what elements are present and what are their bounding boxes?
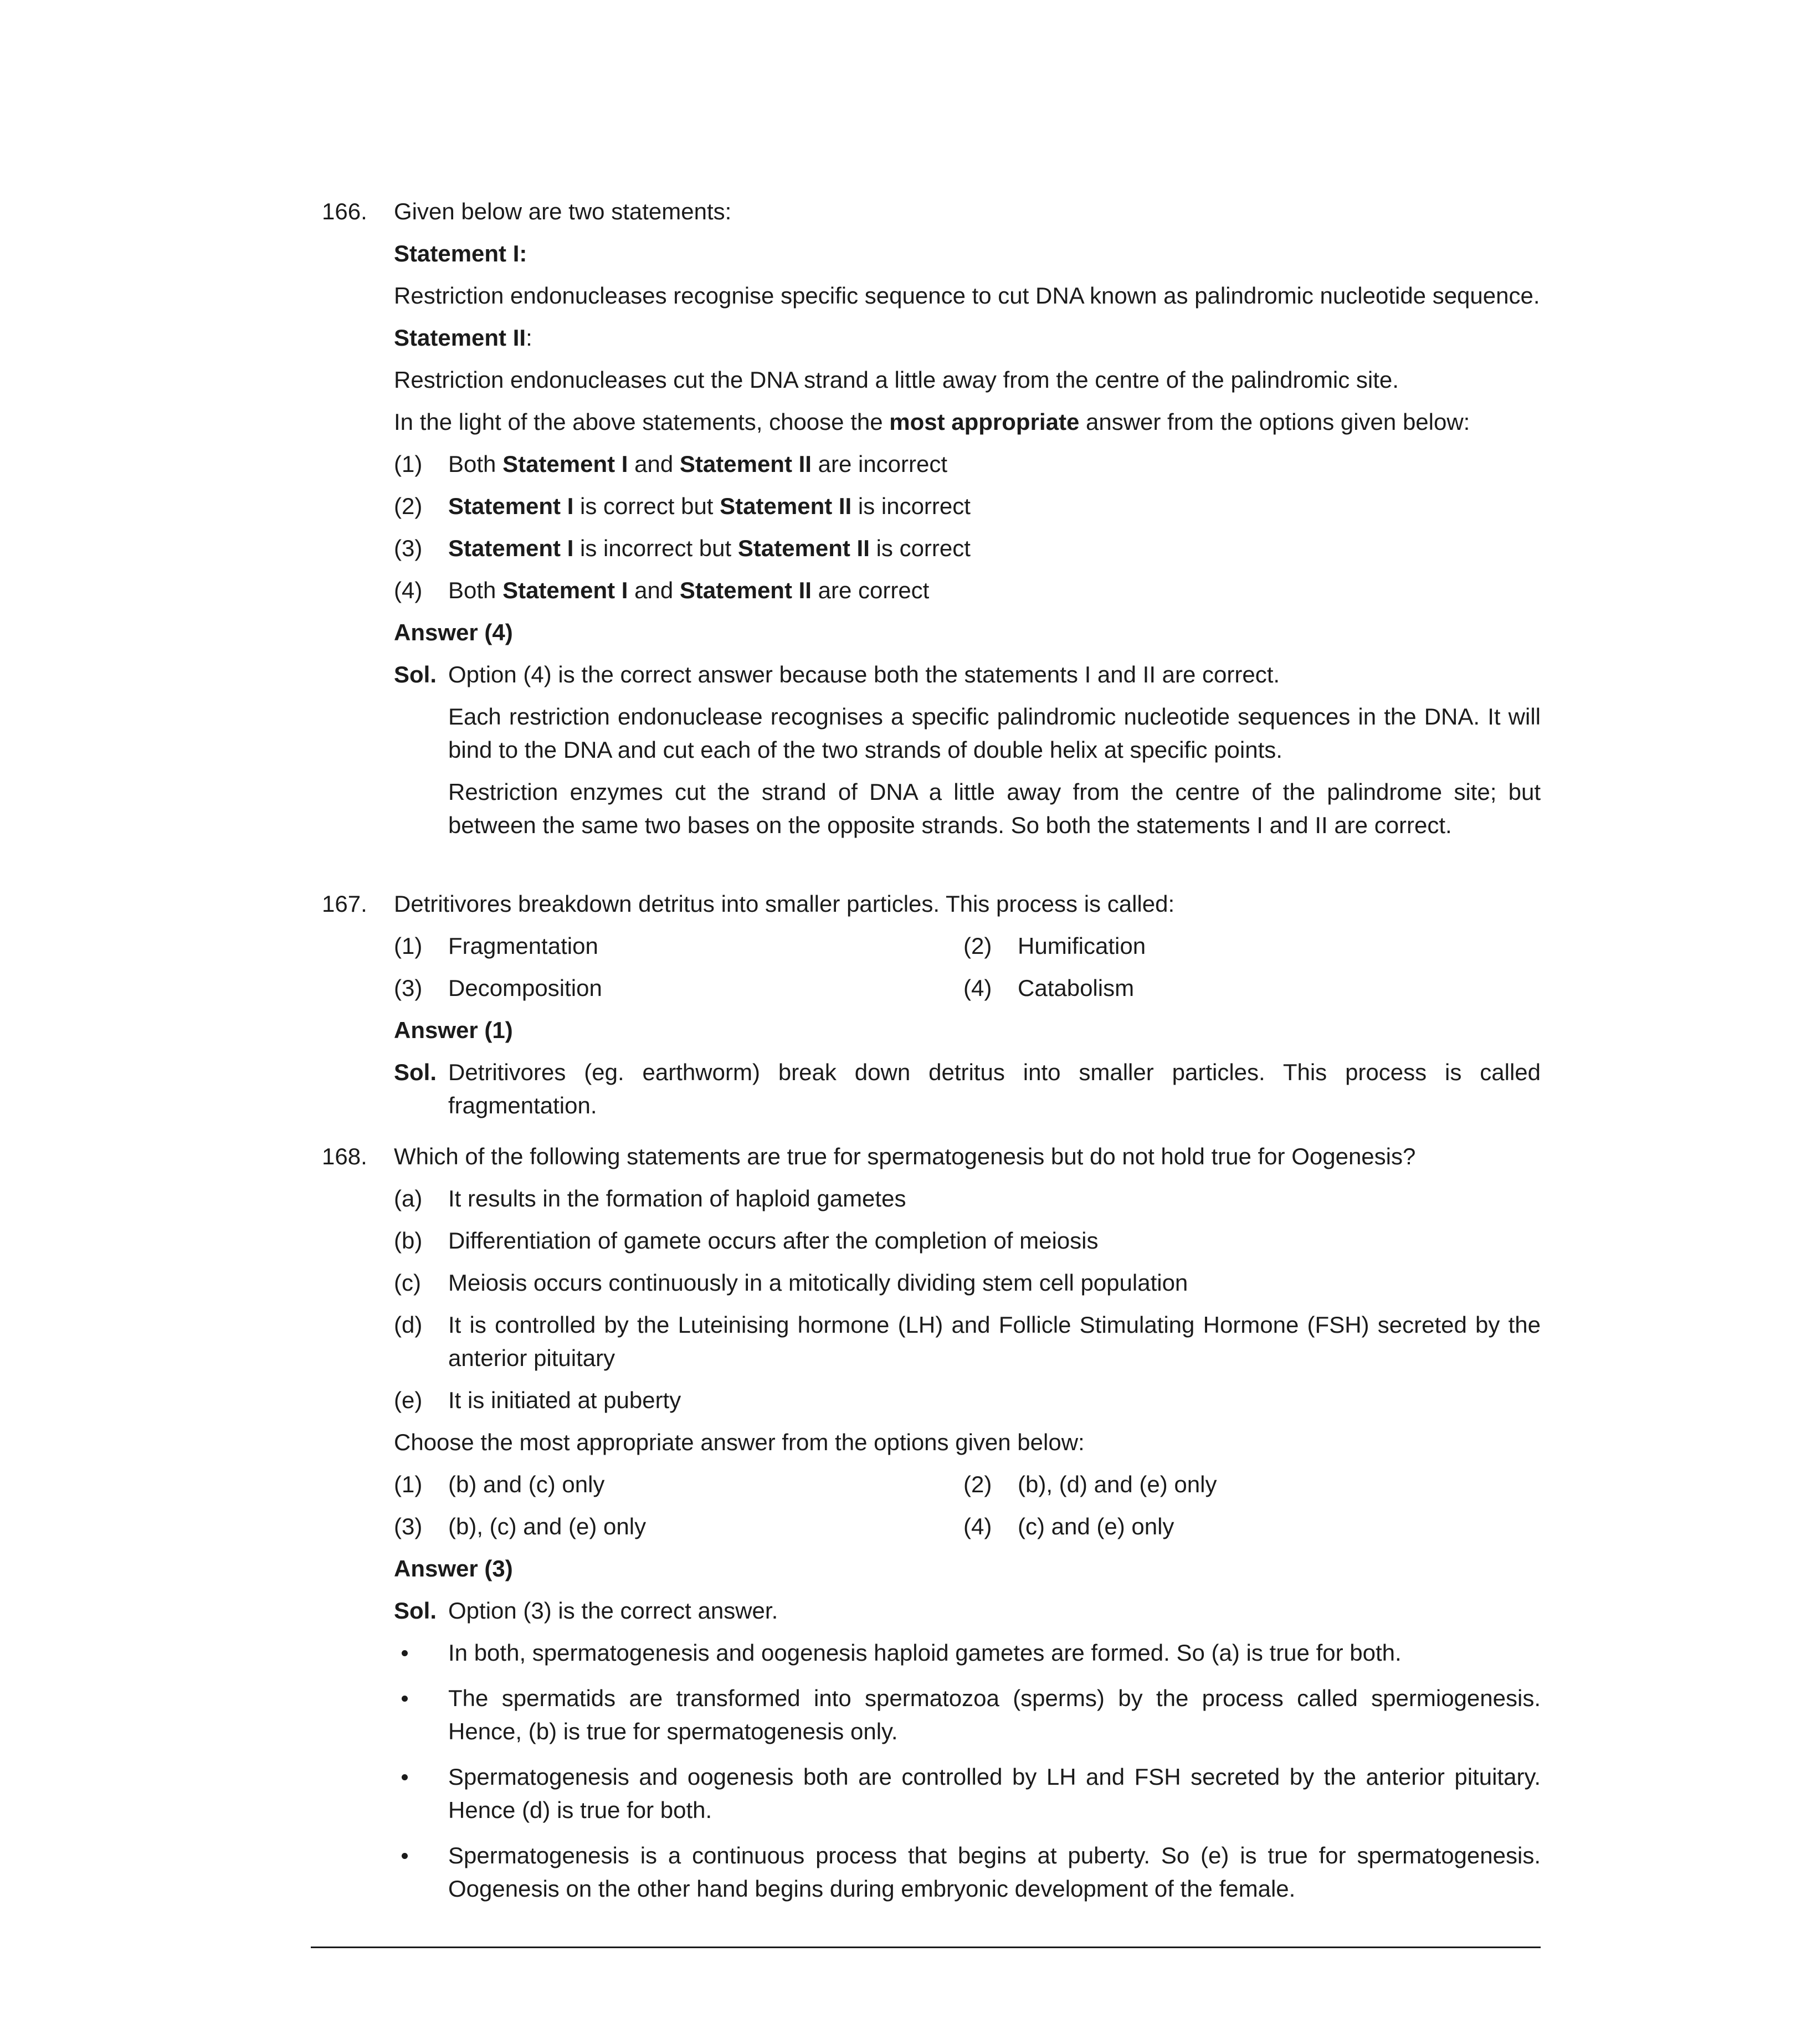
option: (2) Humification [963, 933, 1146, 959]
question-stem: Given below are two statements: [394, 198, 732, 224]
option: (3) (b), (c) and (e) only [394, 1513, 647, 1539]
question-stem: Which of the following statements are true for spermatogenesis but do not hold true for Oogenesis? [394, 1143, 1416, 1169]
solution-paragraph: Each restriction endonuclease recognises a specific palindromic nucleotide sequences in the DNA. It will bind to the DNA and cut each of the two strands of double helix at specific points. [448, 703, 1541, 763]
solution-label: Sol. [394, 1598, 437, 1624]
question-number: 168. [322, 1143, 367, 1169]
options-list [394, 448, 1541, 607]
option: (2) (b), (d) and (e) only [963, 1471, 1217, 1497]
options-row [394, 1468, 1541, 1501]
option: (3) Statement I is incorrect but Statement II is correct [394, 535, 971, 561]
solution-text: Detritivores (eg. earthworm) break down detritus into smaller particles. This process is called fragmentation. [448, 1059, 1541, 1118]
bullet-item: The spermatids are transformed into spermatozoa (sperms) by the process called spermiogenesis. Hence, (b) is true for spermatogenesis only. [394, 1682, 1541, 1748]
question-168 [322, 1140, 1541, 1918]
option: (2) Statement I is correct but Statement II is incorrect [394, 493, 971, 519]
statement-item: (a) It results in the formation of haploid gametes [394, 1185, 906, 1211]
statement-2-text: Restriction endonucleases cut the DNA strand a little away from the centre of the palindromic site. [394, 367, 1399, 393]
solution-text: Option (3) is the correct answer. [448, 1598, 778, 1624]
answer: Answer (1) [394, 1017, 513, 1043]
options-row [394, 929, 1541, 963]
option: (4) Catabolism [963, 975, 1135, 1001]
instruction: Choose the most appropriate answer from the options given below: [394, 1429, 1085, 1455]
option: (1) (b) and (c) only [394, 1471, 605, 1497]
instruction: In the light of the above statements, choose the most appropriate answer from the options given below: [394, 409, 1470, 435]
solution [394, 1056, 1541, 1122]
statement-1-label: Statement I: [394, 240, 527, 266]
question-166 [322, 195, 1541, 851]
solution-text: Option (4) is the correct answer because both the statements I and II are correct. [448, 661, 1280, 687]
solution-label: Sol. [394, 1059, 437, 1085]
statement-2-label: Statement II: [394, 325, 532, 351]
solution [394, 658, 1541, 691]
statement-item: (e) It is initiated at puberty [394, 1387, 681, 1413]
option: (4) (c) and (e) only [963, 1513, 1174, 1539]
option: (1) Both Statement I and Statement II are incorrect [394, 451, 948, 477]
statement-1-text: Restriction endonucleases recognise specific sequence to cut DNA known as palindromic nucleotide sequence. [394, 283, 1540, 309]
option: (3) Decomposition [394, 975, 602, 1001]
option: (4) Both Statement I and Statement II are correct [394, 577, 930, 603]
solution-bullets [394, 1636, 1541, 1906]
question-stem: Detritivores breakdown detritus into smaller particles. This process is called: [394, 891, 1175, 917]
footer-rule [311, 1947, 1541, 1948]
answer: Answer (4) [394, 619, 513, 645]
solution-label: Sol. [394, 661, 437, 687]
solution-paragraph: Restriction enzymes cut the strand of DNA a little away from the centre of the palindrome site; but between the same two bases on the opposite strands. So both the statements I and II are correct. [448, 779, 1541, 838]
option: (1) Fragmentation [394, 933, 598, 959]
question-number: 167. [322, 891, 367, 917]
bullet-item: In both, spermatogenesis and oogenesis haploid gametes are formed. So (a) is true for both. [394, 1636, 1541, 1670]
question-number: 166. [322, 198, 367, 224]
statement-item: (d) It is controlled by the Luteinising hormone (LH) and Follicle Stimulating Hormone (FSH) secreted by the anterior pituitary [394, 1312, 1541, 1371]
statement-item: (b) Differentiation of gamete occurs after the completion of meiosis [394, 1228, 1099, 1254]
bullet-item: Spermatogenesis and oogenesis both are controlled by LH and FSH secreted by the anterior pituitary. Hence (d) is true for both. [394, 1760, 1541, 1827]
statement-item: (c) Meiosis occurs continuously in a mitotically dividing stem cell population [394, 1270, 1188, 1296]
bullet-item: Spermatogenesis is a continuous process that begins at puberty. So (e) is true for spermatogenesis. Oogenesis on the other hand begins during embryonic development of the female. [394, 1839, 1541, 1906]
question-167 [322, 887, 1541, 1131]
options-row [394, 972, 1541, 1005]
solution [394, 1594, 1541, 1627]
options-row [394, 1510, 1541, 1543]
answer: Answer (3) [394, 1555, 513, 1581]
